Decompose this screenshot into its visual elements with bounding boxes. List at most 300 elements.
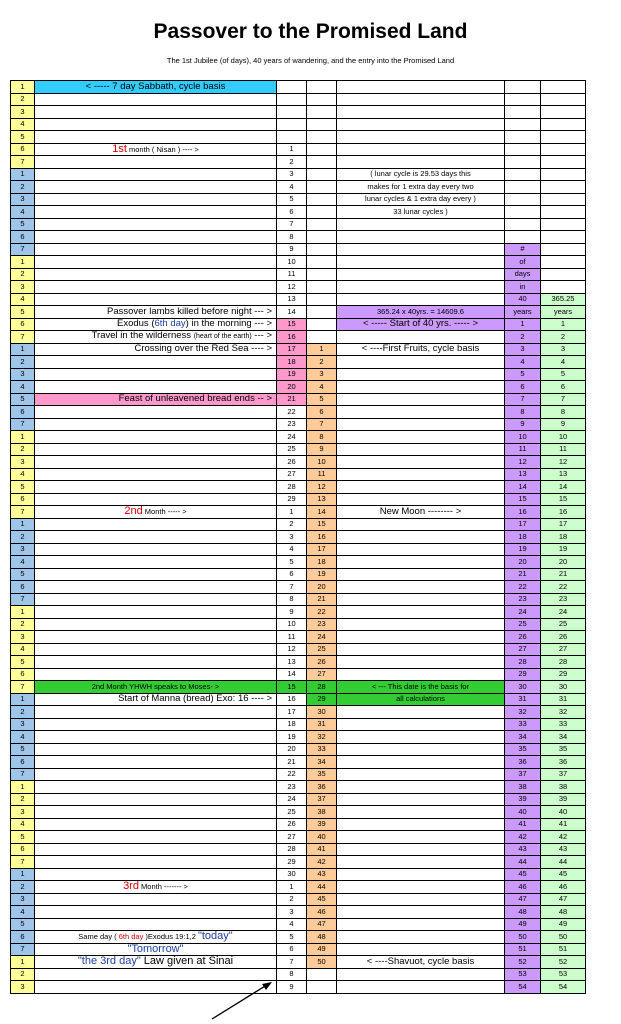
cell-d: 19	[307, 568, 337, 581]
cell-f: 9	[505, 418, 541, 431]
cell-g: 43	[541, 843, 586, 856]
cell-f: 25	[505, 618, 541, 631]
cell-e: makes for 1 extra day every two	[337, 181, 505, 194]
cell-e: < ----First Fruits, cycle basis	[337, 343, 505, 356]
heart-of-earth-note: (heart of the earth)	[193, 333, 252, 341]
cell-c: 17	[277, 706, 307, 719]
cell-g: 48	[541, 906, 586, 919]
cell-f: 40	[505, 293, 541, 306]
cell-d: 3	[307, 368, 337, 381]
cell-a: 7	[11, 681, 35, 694]
cell-a: 3	[11, 543, 35, 556]
cell-a: 5	[11, 918, 35, 931]
cell-c: 10	[277, 618, 307, 631]
cell-e: < ----- Start of 40 yrs. ----- >	[337, 318, 505, 331]
cell-g: 44	[541, 856, 586, 869]
cell-a: 1	[11, 518, 35, 531]
cell-f: 16	[505, 506, 541, 519]
cell-e: < --- This date is the basis for	[337, 681, 505, 694]
cell-d: 31	[307, 718, 337, 731]
cell-d: 4	[307, 381, 337, 394]
cell-f: 49	[505, 918, 541, 931]
cell-a: 2	[11, 793, 35, 806]
same-day-post: )Exodus 19:1,2	[143, 932, 198, 942]
cell-g: 42	[541, 831, 586, 844]
cell-a: 1	[11, 606, 35, 619]
cell-a: 4	[11, 118, 35, 131]
cell-g: 7	[541, 393, 586, 406]
cell-c: 12	[277, 643, 307, 656]
third-day-label: "the 3rd day"	[77, 955, 141, 968]
cell-c: 21	[277, 393, 307, 406]
cell-a: 3	[11, 806, 35, 819]
cell-a: 1	[11, 868, 35, 881]
cell-g: 53	[541, 968, 586, 981]
cell-d: 40	[307, 831, 337, 844]
cell-a: 3	[11, 893, 35, 906]
cell-g: 3	[541, 343, 586, 356]
cell-a: 2	[11, 93, 35, 106]
cell-c: 26	[277, 456, 307, 469]
cell-g: 26	[541, 631, 586, 644]
cell-f: 41	[505, 818, 541, 831]
cell-a: 6	[11, 143, 35, 156]
cell-d: 35	[307, 768, 337, 781]
cell-d: 36	[307, 781, 337, 794]
cell-c: 5	[277, 931, 307, 944]
cell-f: 39	[505, 793, 541, 806]
cell-f: 51	[505, 943, 541, 956]
cell-g: 50	[541, 931, 586, 944]
cell-f: 33	[505, 718, 541, 731]
cell-a: 5	[11, 393, 35, 406]
cell-d: 50	[307, 956, 337, 969]
cell-g: 27	[541, 643, 586, 656]
cell-c: 7	[277, 581, 307, 594]
cell-g: 29	[541, 668, 586, 681]
cell-a: 2	[11, 531, 35, 544]
cell-a: 4	[11, 293, 35, 306]
cell-g: 41	[541, 818, 586, 831]
page-title: Passover to the Promised Land	[153, 20, 468, 43]
month-label: month ( Nisan ) ---- >	[126, 144, 199, 154]
cell-a: 6	[11, 931, 35, 944]
cell-c: 28	[277, 481, 307, 494]
cell-f: 24	[505, 606, 541, 619]
cell-g: 10	[541, 431, 586, 444]
cell-a: 7	[11, 243, 35, 256]
cell-d: 14	[307, 506, 337, 519]
cell-d: 6	[307, 406, 337, 419]
cell-a: 6	[11, 668, 35, 681]
cell-a: 6	[11, 318, 35, 331]
cell-c: 5	[277, 193, 307, 206]
cell-b: Passover lambs killed before night --- >	[35, 306, 277, 319]
cell-c: 15	[277, 318, 307, 331]
cell-c: 27	[277, 831, 307, 844]
cell-a: 6	[11, 756, 35, 769]
cell-g: 46	[541, 881, 586, 894]
cell-a: 1	[11, 956, 35, 969]
sixth-day-label: 6th day	[154, 318, 186, 330]
cell-g: 4	[541, 356, 586, 369]
cell-g: 6	[541, 381, 586, 394]
cell-d: 8	[307, 431, 337, 444]
cell-d: 2	[307, 356, 337, 369]
cell-g: 15	[541, 493, 586, 506]
cell-f: 29	[505, 668, 541, 681]
cell-a: 1	[11, 781, 35, 794]
cell-a: 4	[11, 206, 35, 219]
cell-c: 11	[277, 268, 307, 281]
cell-g: 19	[541, 543, 586, 556]
month-number: 3rd	[123, 880, 139, 893]
cell-f: 43	[505, 843, 541, 856]
cell-a: 4	[11, 381, 35, 394]
cell-d: 30	[307, 706, 337, 719]
cell-d: 15	[307, 518, 337, 531]
cell-g: 12	[541, 456, 586, 469]
cell-a: 6	[11, 493, 35, 506]
cell-f: 7	[505, 393, 541, 406]
cell-c: 24	[277, 793, 307, 806]
cell-a: 5	[11, 218, 35, 231]
cell-a: 5	[11, 131, 35, 144]
cell-f: 44	[505, 856, 541, 869]
cell-f: days	[505, 268, 541, 281]
cell-g: 25	[541, 618, 586, 631]
cell-g: 2	[541, 331, 586, 344]
cell-f: 54	[505, 981, 541, 994]
cell-d: 17	[307, 543, 337, 556]
cell-c: 11	[277, 631, 307, 644]
cell-a: 3	[11, 981, 35, 994]
cell-f: 28	[505, 656, 541, 669]
cell-g: 14	[541, 481, 586, 494]
cell-f: 11	[505, 443, 541, 456]
cell-c: 23	[277, 418, 307, 431]
cell-a: 1	[11, 256, 35, 269]
cell-c: 14	[277, 306, 307, 319]
cell-f: 10	[505, 431, 541, 444]
cell-a: 3	[11, 368, 35, 381]
cell-a: 4	[11, 556, 35, 569]
cell-c: 9	[277, 981, 307, 994]
cell-c: 2	[277, 156, 307, 169]
cell-f: 14	[505, 481, 541, 494]
cell-a: 2	[11, 356, 35, 369]
cell-e: 365.24 x 40yrs. = 14609.6	[337, 306, 505, 319]
cell-e: ( lunar cycle is 29.53 days this	[337, 168, 505, 181]
cell-d: 25	[307, 643, 337, 656]
cell-c: 9	[277, 243, 307, 256]
cell-g: 38	[541, 781, 586, 794]
cell-f: 20	[505, 556, 541, 569]
cell-d: 26	[307, 656, 337, 669]
cell-a: 7	[11, 156, 35, 169]
cell-f: 15	[505, 493, 541, 506]
cell-d: 24	[307, 631, 337, 644]
law-given-label: Law given at Sinai	[140, 955, 234, 968]
cell-g: 9	[541, 418, 586, 431]
cell-f: 34	[505, 731, 541, 744]
cell-d: 10	[307, 456, 337, 469]
cell-f: 36	[505, 756, 541, 769]
cell-d: 18	[307, 556, 337, 569]
cell-g: 28	[541, 656, 586, 669]
cell-d: 38	[307, 806, 337, 819]
cell-a: 4	[11, 643, 35, 656]
cell-a: 2	[11, 881, 35, 894]
cell-a: 4	[11, 818, 35, 831]
arrow-head-icon	[262, 982, 272, 990]
cell-a: 3	[11, 281, 35, 294]
cell-d: 1	[307, 343, 337, 356]
cell-b-text: Travel in the wilderness	[91, 330, 194, 342]
cell-d: 45	[307, 893, 337, 906]
cell-d: 46	[307, 906, 337, 919]
same-day-pre: Same day (	[78, 932, 119, 942]
cell-f: 42	[505, 831, 541, 844]
cell-f: 37	[505, 768, 541, 781]
cell-a: 6	[11, 843, 35, 856]
cell-b: Feast of unleavened bread ends -- >	[35, 393, 277, 406]
cell-g: 5	[541, 368, 586, 381]
cell-c: 19	[277, 731, 307, 744]
cell-f: 8	[505, 406, 541, 419]
cell-b-text: --- >	[251, 330, 272, 342]
cell-g: 33	[541, 718, 586, 731]
cell-c: 15	[277, 681, 307, 694]
cell-c: 30	[277, 868, 307, 881]
cell-g: 13	[541, 468, 586, 481]
cell-f: 48	[505, 906, 541, 919]
cell-c: 14	[277, 668, 307, 681]
cell-f: 53	[505, 968, 541, 981]
cell-d: 41	[307, 843, 337, 856]
cell-c: 8	[277, 231, 307, 244]
cell-c: 22	[277, 768, 307, 781]
cell-a: 7	[11, 331, 35, 344]
cell-a: 4	[11, 468, 35, 481]
month-label: Month ------- >	[138, 882, 188, 892]
cell-g: 34	[541, 731, 586, 744]
cell-a: 1	[11, 81, 35, 94]
cell-a: 1	[11, 431, 35, 444]
cell-f: of	[505, 256, 541, 269]
cell-d: 28	[307, 681, 337, 694]
cell-c: 5	[277, 556, 307, 569]
cell-g: 52	[541, 956, 586, 969]
cell-f: 3	[505, 343, 541, 356]
cell-c: 2	[277, 893, 307, 906]
cell-a: 3	[11, 718, 35, 731]
cell-e: New Moon -------- >	[337, 506, 505, 519]
cell-f: 50	[505, 931, 541, 944]
cell-d: 11	[307, 468, 337, 481]
cell-c: 8	[277, 593, 307, 606]
cell-d: 16	[307, 531, 337, 544]
cell-c: 18	[277, 718, 307, 731]
cell-a: 5	[11, 656, 35, 669]
cell-c: 27	[277, 468, 307, 481]
cell-f: 32	[505, 706, 541, 719]
cell-f: 4	[505, 356, 541, 369]
cell-a: 5	[11, 743, 35, 756]
cell-a: 7	[11, 418, 35, 431]
cell-a: 7	[11, 593, 35, 606]
cell-g: 16	[541, 506, 586, 519]
cell-f: 30	[505, 681, 541, 694]
cell-f: 31	[505, 693, 541, 706]
cell-c: 13	[277, 656, 307, 669]
cell-a: 1	[11, 168, 35, 181]
cell-a: 2	[11, 443, 35, 456]
cell-g: 51	[541, 943, 586, 956]
cell-c: 16	[277, 331, 307, 344]
cell-d: 21	[307, 593, 337, 606]
cell-a: 7	[11, 856, 35, 869]
cell-a: 7	[11, 768, 35, 781]
cell-b-text: Exodus (	[117, 318, 155, 330]
cell-g: 365.25	[541, 293, 586, 306]
cell-g: 45	[541, 868, 586, 881]
cell-f: 18	[505, 531, 541, 544]
cell-c: 4	[277, 181, 307, 194]
cell-a: 3	[11, 193, 35, 206]
cell-f: 52	[505, 956, 541, 969]
page-subtitle: The 1st Jubilee (of days), 40 years of wandering, and the entry into the Promised Land	[166, 56, 455, 65]
cell-a: 3	[11, 106, 35, 119]
cell-g: 37	[541, 768, 586, 781]
cell-c: 20	[277, 743, 307, 756]
cell-e: lunar cycles & 1 extra day every )	[337, 193, 505, 206]
cell-c: 1	[277, 881, 307, 894]
cell-c: 19	[277, 368, 307, 381]
month-number: 1st	[112, 143, 127, 155]
cell-a: 6	[11, 406, 35, 419]
cell-d: 44	[307, 881, 337, 894]
cell-f: 21	[505, 568, 541, 581]
cell-g: 17	[541, 518, 586, 531]
cell-d: 49	[307, 943, 337, 956]
cell-b-text: ) in the morning --- >	[185, 318, 272, 330]
cell-e: 33 lunar cycles )	[337, 206, 505, 219]
cell-g: 47	[541, 893, 586, 906]
cell-d: 48	[307, 931, 337, 944]
cell-b: Start of Manna (bread) Exo: 16 ---- >	[35, 693, 277, 706]
cell-d: 42	[307, 856, 337, 869]
cell-g: 23	[541, 593, 586, 606]
cell-c: 17	[277, 343, 307, 356]
cell-a: 2	[11, 618, 35, 631]
cell-c: 7	[277, 218, 307, 231]
cell-c: 3	[277, 531, 307, 544]
cell-c: 21	[277, 756, 307, 769]
cell-c: 23	[277, 781, 307, 794]
cell-g: years	[541, 306, 586, 319]
cell-a: 7	[11, 943, 35, 956]
cell-g: 31	[541, 693, 586, 706]
cell-g: 35	[541, 743, 586, 756]
cell-d: 20	[307, 581, 337, 594]
cell-c: 18	[277, 356, 307, 369]
cell-b: < ----- 7 day Sabbath, cycle basis	[35, 81, 277, 94]
cell-d: 37	[307, 793, 337, 806]
cell-c: 6	[277, 943, 307, 956]
cell-d: 32	[307, 731, 337, 744]
cell-a: 2	[11, 181, 35, 194]
cell-e: all calculations	[337, 693, 505, 706]
cell-a: 5	[11, 481, 35, 494]
cell-a: 3	[11, 456, 35, 469]
cell-c: 1	[277, 143, 307, 156]
cell-g: 54	[541, 981, 586, 994]
cell-f: 26	[505, 631, 541, 644]
cell-a: 5	[11, 306, 35, 319]
cell-a: 1	[11, 343, 35, 356]
cell-c: 6	[277, 206, 307, 219]
cell-a: 2	[11, 968, 35, 981]
cell-f: 22	[505, 581, 541, 594]
cell-c: 29	[277, 493, 307, 506]
cell-g: 1	[541, 318, 586, 331]
cell-c: 10	[277, 256, 307, 269]
cell-a: 6	[11, 231, 35, 244]
cell-c: 1	[277, 506, 307, 519]
cell-g: 36	[541, 756, 586, 769]
cell-f: 27	[505, 643, 541, 656]
cell-a: 2	[11, 268, 35, 281]
cell-f: 5	[505, 368, 541, 381]
cell-a: 3	[11, 631, 35, 644]
cell-c: 3	[277, 168, 307, 181]
cell-c: 7	[277, 956, 307, 969]
cell-a: 4	[11, 731, 35, 744]
month-number: 2nd	[124, 505, 143, 518]
cell-g: 49	[541, 918, 586, 931]
month-label: Month ----- >	[142, 507, 187, 517]
cell-c: 13	[277, 293, 307, 306]
cell-b: 2nd Month YHWH speaks to Moses- >	[35, 681, 277, 694]
cell-g: 22	[541, 581, 586, 594]
cell-f: in	[505, 281, 541, 294]
cell-a: 5	[11, 568, 35, 581]
cell-a: 4	[11, 906, 35, 919]
cell-g: 8	[541, 406, 586, 419]
tomorrow-label: "Tomorrow"	[127, 943, 184, 955]
cell-c: 16	[277, 693, 307, 706]
cell-c: 22	[277, 406, 307, 419]
cell-d: 12	[307, 481, 337, 494]
cell-a: 7	[11, 506, 35, 519]
cell-g: 39	[541, 793, 586, 806]
cell-a: 2	[11, 706, 35, 719]
cell-g: 11	[541, 443, 586, 456]
cell-c: 6	[277, 568, 307, 581]
cell-f: 35	[505, 743, 541, 756]
cell-c: 9	[277, 606, 307, 619]
cell-g: 24	[541, 606, 586, 619]
cell-c: 25	[277, 443, 307, 456]
cell-f: years	[505, 306, 541, 319]
cell-a: 1	[11, 693, 35, 706]
cell-d: 5	[307, 393, 337, 406]
cell-a: 6	[11, 581, 35, 594]
cell-g: 20	[541, 556, 586, 569]
cell-g: 18	[541, 531, 586, 544]
cell-c: 3	[277, 906, 307, 919]
